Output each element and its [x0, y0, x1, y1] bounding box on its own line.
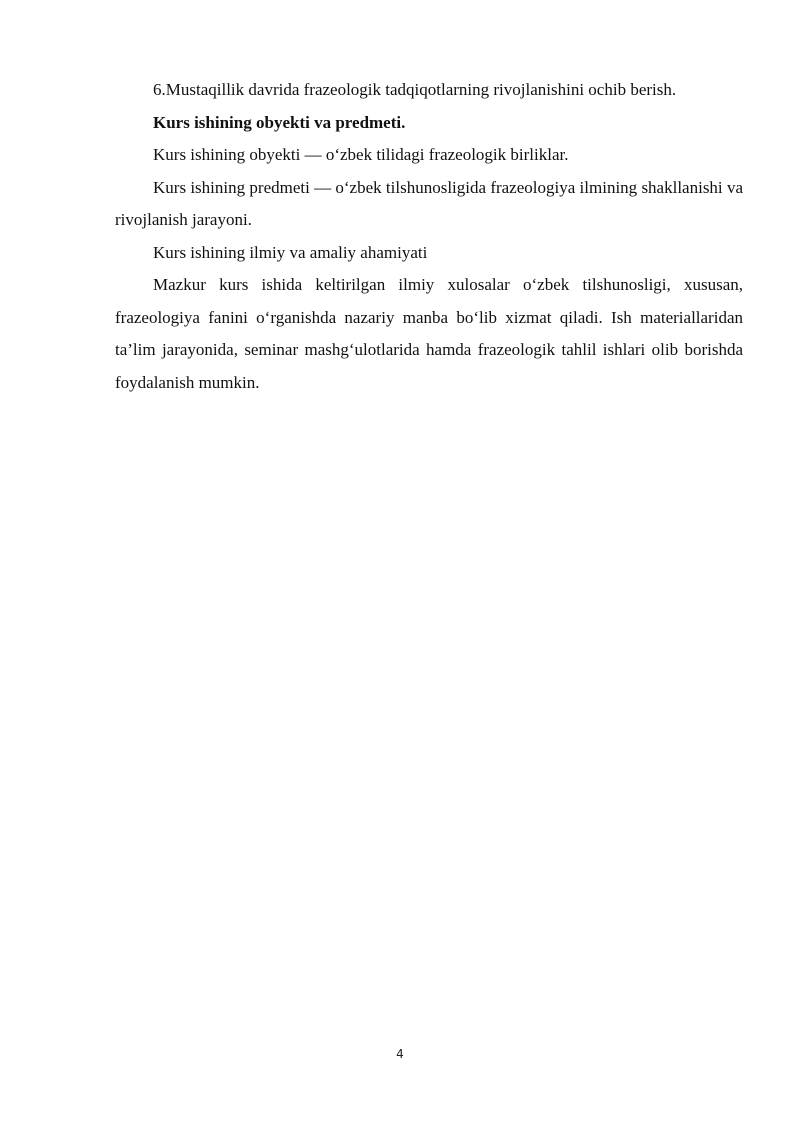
- objective-item-6: 6.Mustaqillik davrida frazeologik tadqiqotlarning rivojlanishini ochib berish.: [153, 80, 677, 99]
- significance-heading: Kurs ishining ilmiy va amaliy ahamiyati: [153, 242, 428, 262]
- page-number: 4: [396, 1047, 404, 1061]
- section-heading: Kurs ishining obyekti va predmeti.: [153, 112, 406, 132]
- significance-paragraph: Mazkur kurs ishida keltirilgan ilmiy xulosalar o‘zbek tilshunosligi, xususan, frazeologiya fanini o‘rganishda nazariy manba bo‘lib xizmat qiladi. Ish materiallaridan ta’lim jarayonida, seminar mashg‘ulotlarida hamda frazeologik tahlil ishlari olib borishda foydalanish mumkin.: [115, 275, 743, 392]
- object-paragraph: Kurs ishining obyekti — o‘zbek tilidagi frazeologik birliklar.: [153, 145, 569, 164]
- subject-paragraph: Kurs ishining predmeti — o‘zbek tilshunosligida frazeologiya ilmining shakllanishi va rivojlanish jarayoni.: [115, 177, 743, 229]
- page-body: [115, 74, 743, 399]
